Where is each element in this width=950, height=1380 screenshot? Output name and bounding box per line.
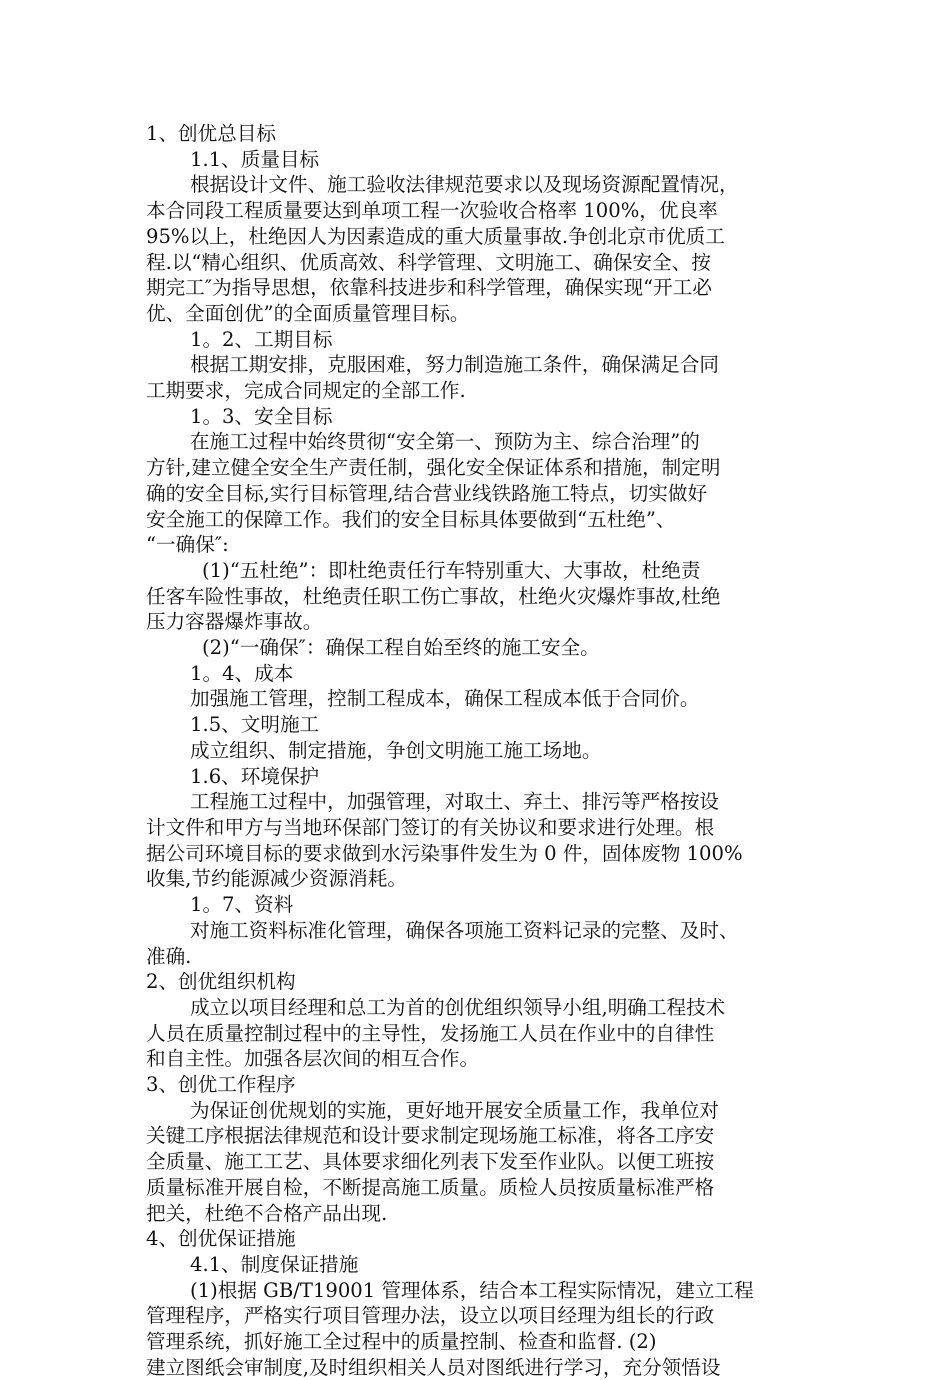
heading-1-7: 1。7、资料 [190, 893, 294, 917]
paragraph-procedure: 为保证创优规划的实施，更好地开展安全质量工作，我单位对 关键工序根据法律规范和设计要求制定现场施工标准，将各工序安 全质量、施工工艺、具体要求细化列表下发至作业队。以便工班按 质量标准开展自检，不断提高施工质量。质检人员按质量标准严格 把关，杜绝不合格产品出现. [146, 1098, 720, 1225]
heading-3: 3、创优工作程序 [146, 1073, 296, 1097]
heading-1-5: 1.5、文明施工 [190, 713, 320, 737]
heading-2: 2、创优组织机构 [146, 970, 296, 994]
heading-1-2: 1。2、工期目标 [190, 327, 333, 351]
paragraph-records: 对施工资料标准化管理，确保各项施工资料记录的完整、及时、 准确. [146, 918, 739, 968]
heading-1-1: 1.1、质量目标 [190, 147, 320, 171]
paragraph-quality: 根据设计文件、施工验收法律规范要求以及现场资源配置情况， 本合同段工程质量要达到单项工程一次验收合格率 100%，优良率 95%以上，杜绝因人为因素造成的重大质量事故.争创北京市优质工 程.以“精心组织、优质高效、科学管理、文明施工、确保安全、按 期完工″为指导思想，依靠科技进步和科学管理，确保实现“开工必 优、全面创优”的全面质量管理目标。 [146, 173, 739, 325]
paragraph-cost: 加强施工管理，控制工程成本，确保工程成本低于合同价。 [190, 687, 700, 711]
paragraph-safety: 在施工过程中始终贯彻“安全第一、预防为主、综合治理”的 方针,建立健全安全生产责任制，强化安全保证体系和措施，制定明 确的安全目标,实行目标管理,结合营业线铁路施工特点，切实做好 安全施工的保障工作。我们的安全目标具体要做到“五杜绝”、 “一确保″: [146, 430, 721, 557]
heading-1-4: 1。4、成本 [190, 661, 294, 685]
heading-4: 4、创优保证措施 [146, 1227, 296, 1251]
paragraph-schedule: 根据工期安排，克服困难，努力制造施工条件，确保满足合同 工期要求，完成合同规定的全部工作. [146, 353, 720, 403]
paragraph-environment: 工程施工过程中，加强管理，对取土、弃土、排污等严格按设 计文件和甲方与当地环保部门签订的有关协议和要求进行处理。根 据公司环境目标的要求做到水污染事件发生为 0 件，固体废物 100% 收集,节约能源减少资源消耗。 [146, 790, 743, 891]
paragraph-civilized: 成立组织、制定措施，争创文明施工施工场地。 [190, 738, 602, 762]
list-item-one-guarantee: (2)“一确保″：确保工程自始至终的施工安全。 [202, 636, 600, 660]
heading-4-1: 4.1、制度保证措施 [190, 1252, 359, 1276]
list-item-five-eliminations: (1)“五杜绝”：即杜绝责任行车特别重大、大事故，杜绝责 任客车险性事故，杜绝责任职工伤亡事故，杜绝火灾爆炸事故,杜绝 压力容器爆炸事故。 [146, 558, 721, 634]
paragraph-organization: 成立以项目经理和总工为首的创优组织领导小组,明确工程技术 人员在质量控制过程中的主导性，发扬施工人员在作业中的自律性 和自主性。加强各层次间的相互合作。 [146, 995, 726, 1071]
paragraph-measures: (1)根据 GB/T19001 管理体系，结合本工程实际情况，建立工程 管理程序，严格实行项目管理办法，设立以项目经理为组长的行政 管理系统，抓好施工全过程中的质量控制、检查和监督. (2) 建立图纸会审制度,及时组织相关人员对图纸进行学习，充分领悟设 [146, 1278, 754, 1379]
heading-1-3: 1。3、安全目标 [190, 404, 333, 428]
heading-1-6: 1.6、环境保护 [190, 764, 320, 788]
document-body [146, 121, 814, 1380]
heading-1: 1、创优总目标 [146, 122, 277, 145]
